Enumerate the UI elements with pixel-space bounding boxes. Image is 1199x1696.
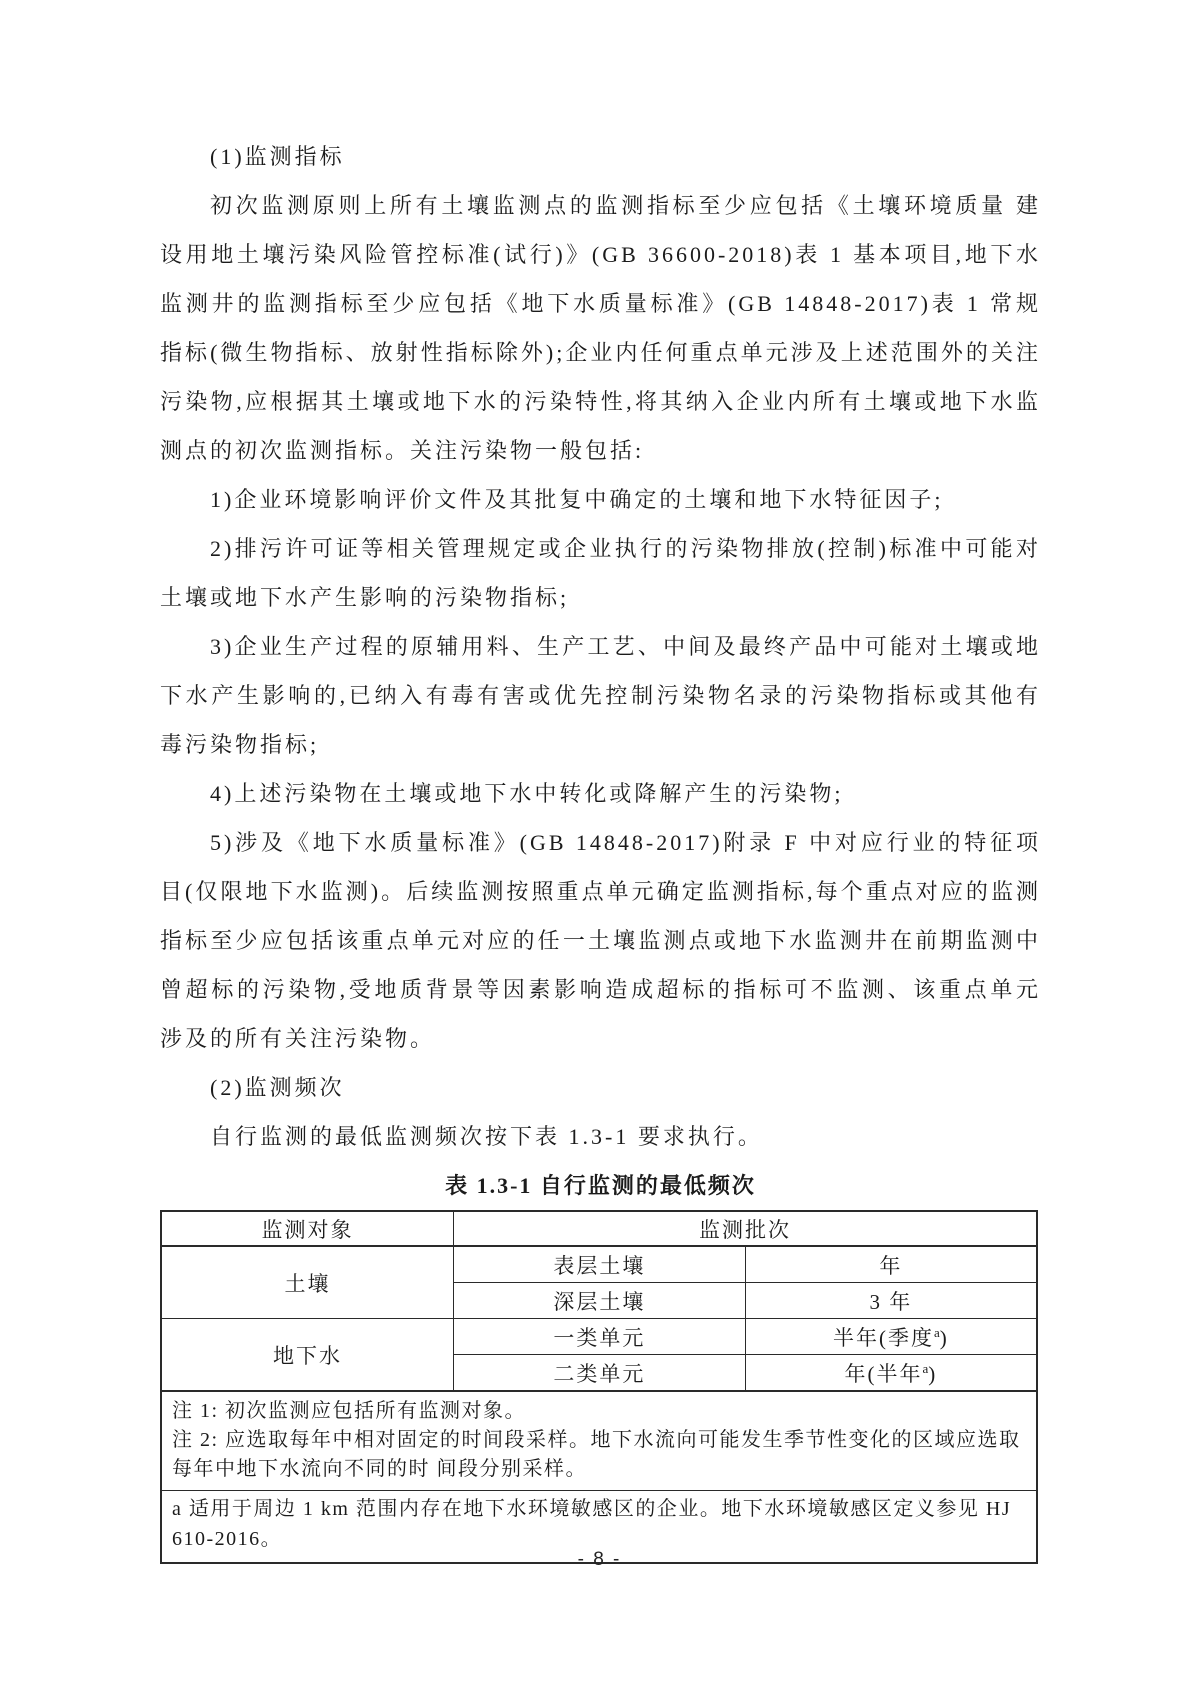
table-footnote-cell: a 适用于周边 1 km 范围内存在地下水环境敏感区的企业。地下水环境敏感区定义参见 HJ 610-2016。 — [161, 1491, 1037, 1564]
superscript-marker: a — [922, 1360, 929, 1376]
document-body — [160, 132, 1041, 1564]
freq-cell-class2-unit: 年(半年$^a$) — [745, 1355, 1037, 1392]
table-note-2: 注 2: 应选取每年中相对固定的时间段采样。地下水流向可能发生季节性变化的区域应选取每年中地下水流向不同的时 间段分别采样。 — [172, 1429, 1021, 1480]
freq-cell-surface-soil: 年 — [745, 1246, 1037, 1283]
table-notes-row — [161, 1391, 1037, 1491]
monitoring-frequency-table — [160, 1210, 1038, 1564]
superscript-marker: a — [934, 1324, 940, 1340]
type-cell-deep-soil: 深层土壤 — [454, 1283, 746, 1319]
group-cell-soil: 土壤 — [161, 1246, 454, 1319]
type-cell-surface-soil: 表层土壤 — [454, 1246, 746, 1283]
table-row-class1-unit — [161, 1319, 1037, 1355]
section-heading-2: (2)监测频次 — [210, 1075, 345, 1100]
header-cell-monitor-object: 监测对象 — [161, 1211, 454, 1246]
numbered-item-2: 2)排污许可证等相关管理规定或企业执行的污染物排放(控制)标准中可能对土壤或地下水产生影响的污染物指标; — [160, 536, 1041, 610]
body-paragraph-1: 初次监测原则上所有土壤监测点的监测指标至少应包括《土壤环境质量 建设用地土壤污染风险管控标准(试行)》(GB 36600-2018)表 1 基本项目,地下水监测井的监测指标至少应包括《地下水质量标准》(GB 14848-2017)表 1 常规指标(微生物指标、放射性指标除外);企业内任何重点单元涉及上述范围外的关注污染物,应根据其土壤或地下水的污染特性,将其纳入企业内所有土壤或地下水监测点的初次监测指标。关注污染物一般包括: — [160, 193, 1041, 463]
freq-cell-class1-unit: 半年(季度$^a$) — [745, 1319, 1037, 1355]
page-number: - 8 - — [577, 1549, 622, 1570]
table-note-1: 注 1: 初次监测应包括所有监测对象。 — [172, 1400, 527, 1422]
table-caption: 表 1.3-1 自行监测的最低频次 — [445, 1173, 756, 1198]
type-cell-class2-unit: 二类单元 — [454, 1355, 746, 1392]
numbered-item-5: 5)涉及《地下水质量标准》(GB 14848-2017)附录 F 中对应行业的特征项目(仅限地下水监测)。后续监测按照重点单元确定监测指标,每个重点对应的监测指标至少应包括该重点单元对应的任一土壤监测点或地下水监测井在前期监测中曾超标的污染物,受地质背景等因素影响造成超标的指标可不监测、该重点单元涉及的所有关注污染物。 — [160, 830, 1041, 1051]
table-notes-cell — [161, 1391, 1037, 1491]
section-heading-1: (1)监测指标 — [210, 144, 345, 169]
table-row-surface-soil — [161, 1246, 1037, 1283]
table-header-row — [161, 1211, 1037, 1246]
type-cell-class1-unit: 一类单元 — [454, 1319, 746, 1355]
header-cell-monitor-batch: 监测批次 — [454, 1211, 1037, 1246]
numbered-item-1: 1)企业环境影响评价文件及其批复中确定的土壤和地下水特征因子; — [210, 487, 944, 512]
numbered-item-3: 3)企业生产过程的原辅用料、生产工艺、中间及最终产品中可能对土壤或地下水产生影响的,已纳入有毒有害或优先控制污染物名录的污染物指标或其他有毒污染物指标; — [160, 634, 1041, 757]
group-cell-groundwater: 地下水 — [161, 1319, 454, 1392]
freq-cell-deep-soil: 3 年 — [745, 1283, 1037, 1319]
body-paragraph-2: 自行监测的最低监测频次按下表 1.3-1 要求执行。 — [210, 1124, 763, 1149]
numbered-item-4: 4)上述污染物在土壤或地下水中转化或降解产生的污染物; — [210, 781, 844, 806]
